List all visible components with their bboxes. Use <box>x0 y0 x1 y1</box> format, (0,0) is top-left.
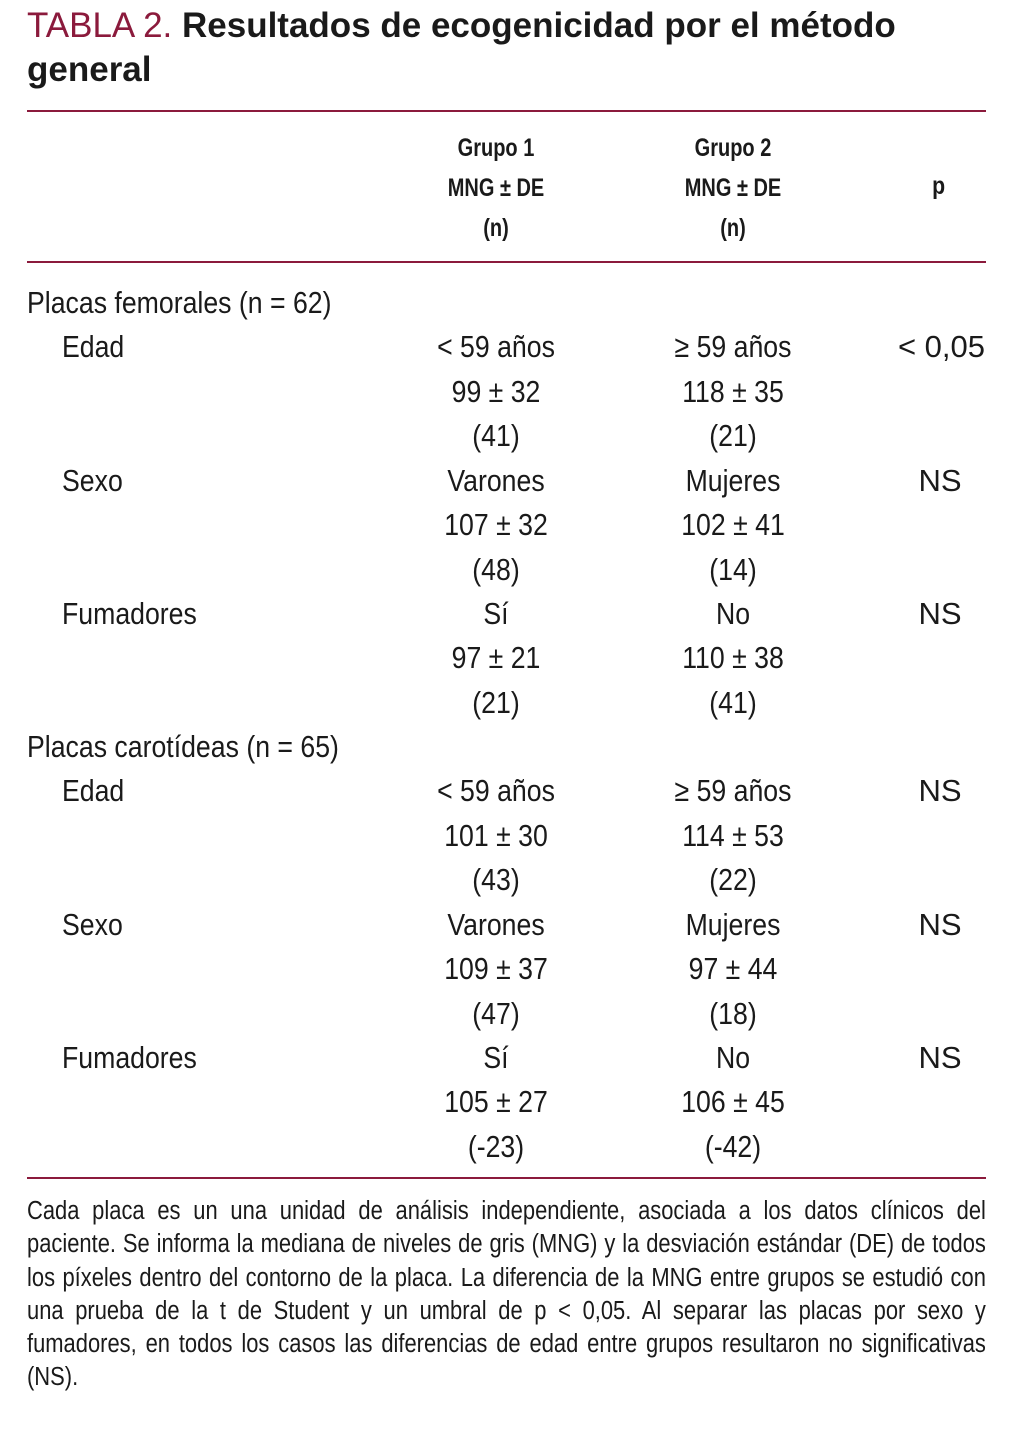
cell-line: No <box>715 595 751 631</box>
cell-line: (47) <box>472 995 520 1031</box>
group1-cell <box>393 1036 599 1170</box>
header-group1 <box>400 128 592 248</box>
cell-line: < 59 años <box>437 329 555 365</box>
bottom-rule <box>27 1177 986 1179</box>
header-group2 <box>637 128 829 248</box>
group1-cell <box>393 459 599 593</box>
group2-cell <box>630 592 836 726</box>
cell-line: (22) <box>709 862 757 898</box>
section-title: Placas femorales (n = 62) <box>27 285 332 320</box>
cell-line: 102 ± 41 <box>681 507 785 543</box>
cell-line: (21) <box>472 684 520 720</box>
p-value: NS <box>918 906 962 942</box>
row-label: Edad <box>62 329 125 365</box>
cell-line: 118 ± 35 <box>682 373 784 409</box>
row-label: Edad <box>62 773 125 809</box>
table-title <box>27 4 987 92</box>
cell-line: 110 ± 38 <box>682 640 784 676</box>
p-value: NS <box>918 773 962 809</box>
section-title: Placas carotídeas (n = 65) <box>27 729 339 764</box>
group2-cell <box>630 459 836 593</box>
cell-line: No <box>715 1039 751 1075</box>
header-group1-measure: MNG ± DE <box>447 174 545 202</box>
table-footnote: Cada placa es un una unidad de análisis independiente, asociada a los datos clínicos del paciente. Se informa la mediana de niveles de gris (MNG) y la desviación estándar (DE) de todos los píxeles dentro del contorno de la placa. La diferencia de la MNG entre grupos se estudió con una prueba de la t de Student y un umbral de p < 0,05. Al separar las placas por sexo y fumadores, en todos los casos las diferencias de edad entre grupos resultaron no significativas (NS). <box>27 1197 986 1392</box>
cell-line: ≥ 59 años <box>674 773 792 809</box>
header-rule <box>27 261 986 263</box>
cell-line: (21) <box>709 418 757 454</box>
cell-line: 97 ± 44 <box>688 951 778 987</box>
cell-line: Varones <box>447 906 545 942</box>
group1-cell <box>393 769 599 903</box>
group2-cell <box>630 325 836 459</box>
cell-line: (48) <box>472 551 520 587</box>
group2-cell <box>630 903 836 1037</box>
cell-line: 114 ± 53 <box>682 817 784 853</box>
cell-line: ≥ 59 años <box>674 329 792 365</box>
cell-line: (41) <box>472 418 520 454</box>
cell-line: 99 ± 32 <box>451 373 541 409</box>
cell-line: 105 ± 27 <box>444 1084 548 1120</box>
table-label: TABLA 2. <box>27 6 173 45</box>
p-value: NS <box>918 1039 962 1075</box>
p-value: NS <box>918 462 962 498</box>
group1-cell <box>393 903 599 1037</box>
cell-line: Sí <box>483 1039 509 1075</box>
row-label: Fumadores <box>62 1039 197 1075</box>
cell-line: 109 ± 37 <box>444 951 548 987</box>
cell-line: 107 ± 32 <box>444 507 548 543</box>
cell-line: (41) <box>709 684 757 720</box>
cell-line: (18) <box>709 995 757 1031</box>
top-rule <box>27 110 986 112</box>
cell-line: 101 ± 30 <box>444 817 548 853</box>
group2-cell <box>630 769 836 903</box>
header-group2-measure: MNG ± DE <box>684 174 782 202</box>
table-title-text: Resultados de ecogenicidad por el método general <box>27 6 896 89</box>
header-group2-n: (n) <box>720 214 746 242</box>
cell-line: Mujeres <box>685 906 781 942</box>
cell-line: (43) <box>472 862 520 898</box>
cell-line: (14) <box>709 551 757 587</box>
cell-line: Mujeres <box>685 462 781 498</box>
cell-line: Sí <box>483 595 509 631</box>
group2-cell <box>630 1036 836 1170</box>
header-group2-name: Grupo 2 <box>694 134 772 162</box>
header-group1-name: Grupo 1 <box>457 134 535 162</box>
row-label: Sexo <box>62 462 123 498</box>
p-value: NS <box>918 595 962 631</box>
header-group1-n: (n) <box>483 214 509 242</box>
cell-line: 97 ± 21 <box>451 640 541 676</box>
row-label: Sexo <box>62 906 123 942</box>
group1-cell <box>393 592 599 726</box>
cell-line: Varones <box>447 462 545 498</box>
cell-line: (-23) <box>467 1128 525 1164</box>
row-label: Fumadores <box>62 595 197 631</box>
cell-line: 106 ± 45 <box>681 1084 785 1120</box>
cell-line: < 59 años <box>437 773 555 809</box>
cell-line: (-42) <box>704 1128 762 1164</box>
p-value: < 0,05 <box>897 329 985 365</box>
header-p: p <box>932 172 946 200</box>
group1-cell <box>393 325 599 459</box>
